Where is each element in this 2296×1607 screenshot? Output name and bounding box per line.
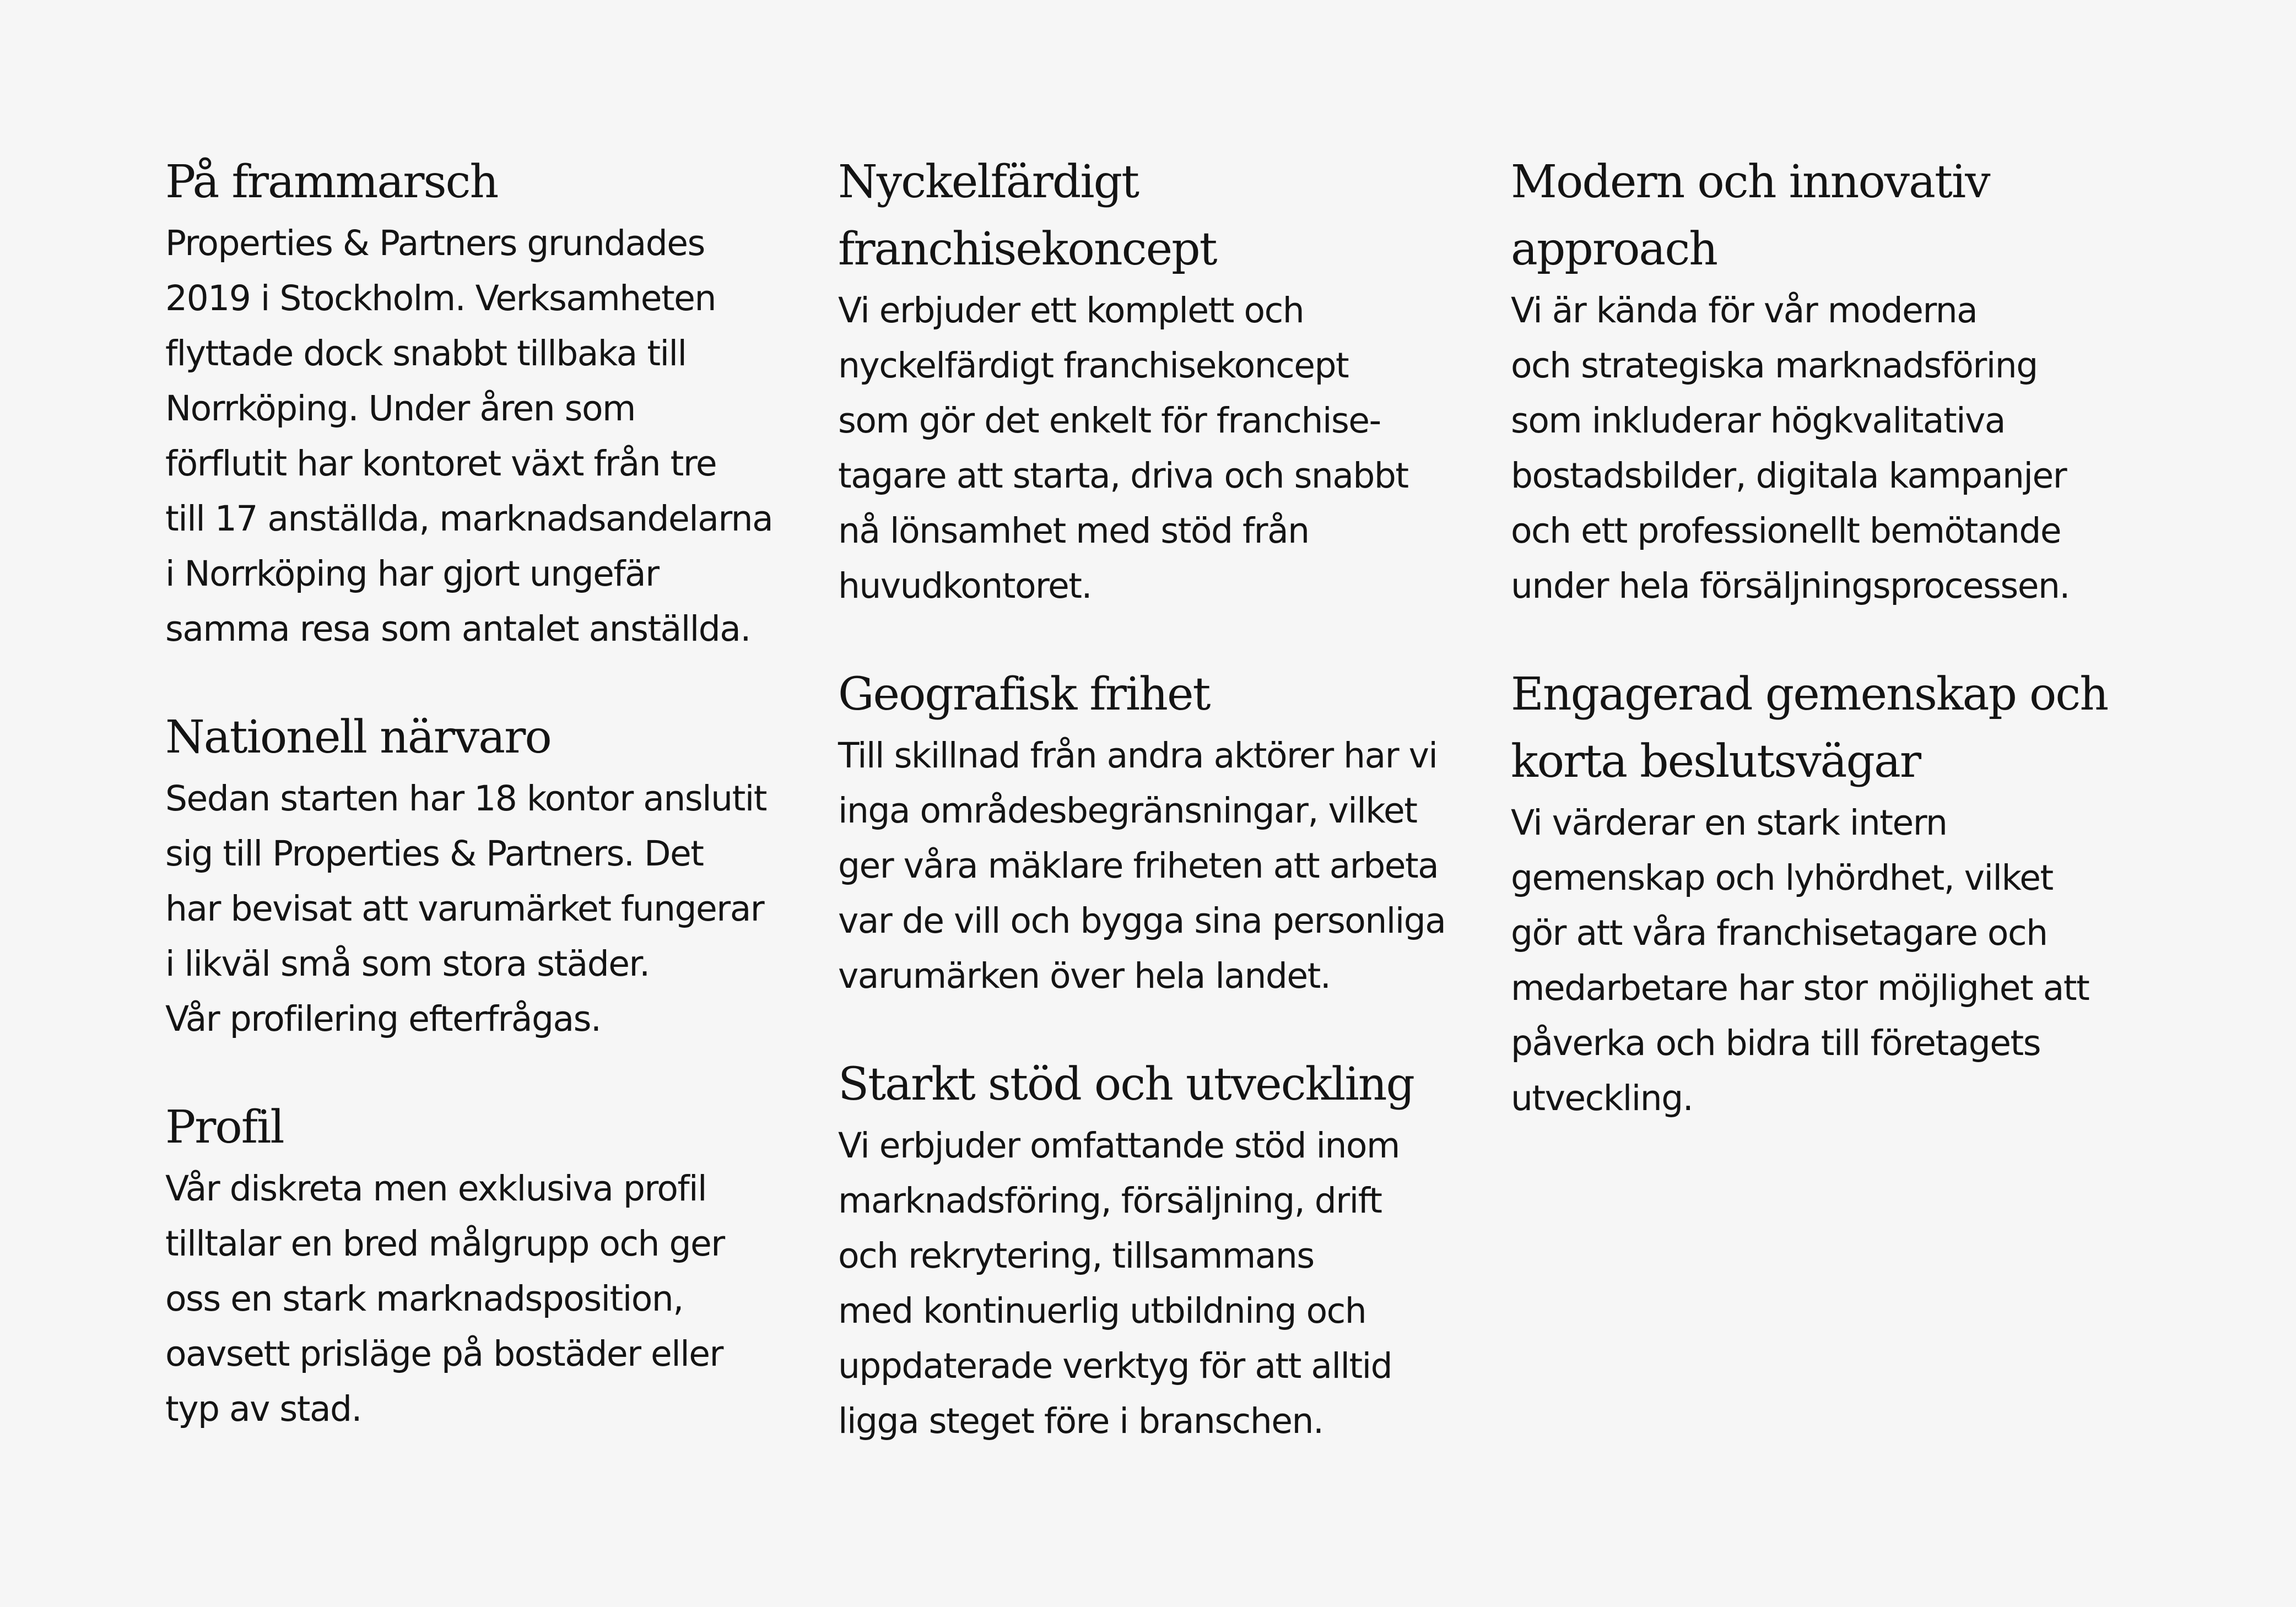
section-geografisk-frihet	[838, 661, 1477, 1004]
column-right	[1511, 149, 2150, 1173]
section-heading: Nyckelfärdigt franchisekoncept	[838, 156, 1217, 275]
section-profil	[165, 1094, 804, 1437]
section-starkt-stod	[838, 1051, 1477, 1449]
section-heading: Nationell närvaro	[165, 711, 551, 764]
section-text: Vår diskreta men exklusiva profil tilltalar en bred målgrupp och ger oss en stark marknadsposition, oavsett prisläge på bostäder eller typ av stad.	[165, 1168, 725, 1429]
section-modern-approach	[1511, 149, 2150, 614]
section-text: Vi värderar en stark intern gemenskap och lyhördhet, vilket gör att våra franchisetagare och medarbetare har stor möjlighet att påverka och bidra till företagets utveckling.	[1511, 803, 2089, 1118]
section-heading: Modern och innovativ approach	[1511, 156, 1990, 275]
section-engagerad-gemenskap	[1511, 661, 2150, 1126]
section-heading: Profil	[165, 1101, 284, 1154]
section-text: Sedan starten har 18 kontor anslutit sig till Properties & Partners. Det har bevisat att varumärket fungerar i likväl små som stora städer. Vår profilering efterfrågas.	[165, 778, 766, 1039]
section-heading: På frammarsch	[165, 156, 498, 208]
section-nationell-narvaro	[165, 704, 804, 1047]
section-nyckelfardigt-franchisekoncept	[838, 149, 1477, 614]
section-text: Vi är kända för vår moderna och strategiska marknadsföring som inkluderar högkvalitativa bostadsbilder, digitala kampanjer och ett professionellt bemötande under hela försäljningsprocessen.	[1511, 290, 2070, 606]
section-heading: Geografisk frihet	[838, 668, 1210, 721]
section-text: Vi erbjuder omfattande stöd inom marknadsföring, försäljning, drift och rekrytering, tillsammans med kontinuerlig utbildning och uppdaterade verktyg för att alltid ligga steget före i branschen.	[838, 1126, 1400, 1441]
section-pa-frammarsch	[165, 149, 804, 657]
section-heading: Starkt stöd och utveckling	[838, 1058, 1414, 1111]
section-text: Till skillnad från andra aktörer har vi inga områdesbegränsningar, vilket ger våra mäklare friheten att arbeta var de vill och bygga sina personliga varumärken över hela landet.	[838, 735, 1446, 996]
section-text: Properties & Partners grundades 2019 i Stockholm. Verksamheten flyttade dock snabbt tillbaka till Norrköping. Under åren som förflutit har kontoret växt från tre till 17 anställda, marknadsandelarna i Norrköping har gjort ungefär samma resa som antalet anställda.	[165, 223, 773, 649]
section-text: Vi erbjuder ett komplett och nyckelfärdigt franchisekoncept som gör det enkelt för franchise- tagare att starta, driva och snabbt nå lönsamhet med stöd från huvudkontoret.	[838, 290, 1408, 606]
column-middle	[838, 149, 1477, 1496]
column-left	[165, 149, 804, 1484]
section-heading: Engagerad gemenskap och korta beslutsvägar	[1511, 668, 2108, 788]
